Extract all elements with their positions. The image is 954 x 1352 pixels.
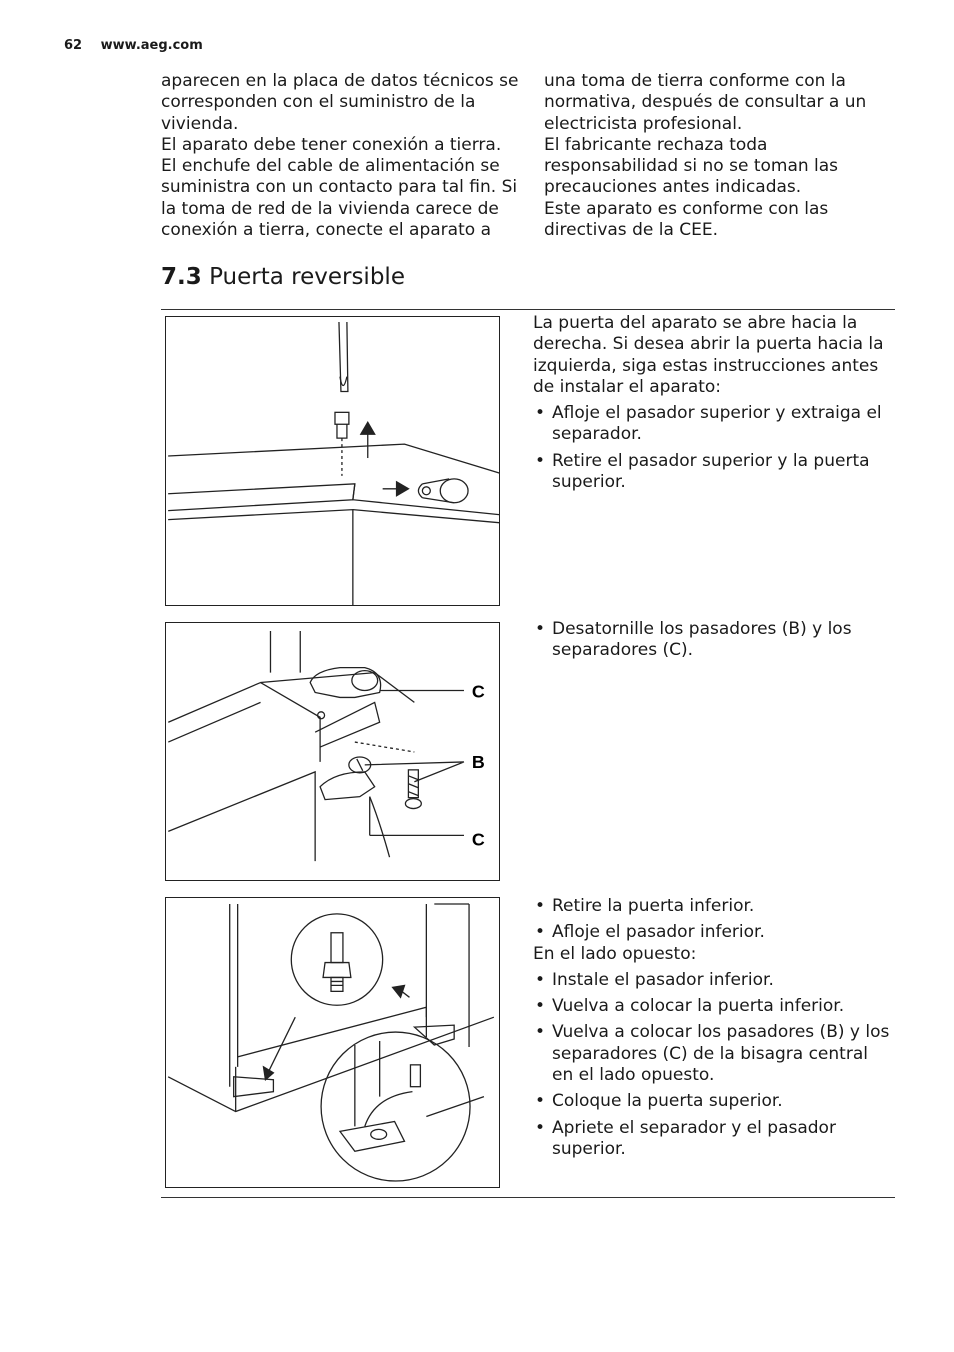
step3-bullet: • Instale el pasador inferior. <box>533 970 893 991</box>
step1-bullet: • Afloje el pasador superior y extraiga el separador. <box>533 403 893 446</box>
intro-paragraph: una toma de tierra conforme con la normativa, después de consultar a un electricista profesional. <box>544 71 867 134</box>
site-url[interactable]: www.aeg.com <box>100 38 203 53</box>
label-c-bottom: C <box>471 829 485 850</box>
step3-text <box>533 891 893 1160</box>
step3-bullet: • Retire la puerta inferior. <box>533 896 893 917</box>
step3-bullet: • Apriete el separador y el pasador superior. <box>533 1118 893 1161</box>
step1-intro: La puerta del aparato se abre hacia la derecha. Si desea abrir la puerta hacia la izquierda, siga estas instrucciones antes de instalar el aparato: <box>533 313 884 397</box>
step3-bullet: • Afloje el pasador inferior. <box>533 922 893 943</box>
figure-lower-hinge <box>165 897 500 1188</box>
section-title: Puerta reversible <box>209 264 405 290</box>
page-number: 62 <box>64 38 83 53</box>
figure-upper-hinge <box>165 316 500 606</box>
intro-column-right <box>544 71 904 241</box>
lower-hinge-illustration <box>166 898 499 1187</box>
intro-paragraph: aparecen en la placa de datos técnicos se corresponden con el suministro de la vivienda. <box>161 71 519 134</box>
section-heading <box>161 264 405 290</box>
figure-middle-hinge <box>165 622 500 881</box>
label-b: B <box>471 751 485 772</box>
middle-hinge-illustration <box>166 623 499 880</box>
step3-subheading: En el lado opuesto: <box>533 943 697 964</box>
step3-bullet: • Vuelva a colocar los pasadores (B) y los separadores (C) de la bisagra central en el lado opuesto. <box>533 1022 893 1086</box>
intro-paragraph: Este aparato es conforme con las directivas de la CEE. <box>544 198 829 241</box>
step3-bullet: • Coloque la puerta superior. <box>533 1091 893 1112</box>
intro-paragraph: El aparato debe tener conexión a tierra. El enchufe del cable de alimentación se suministra con un contacto para tal fin. Si la toma de red de la vivienda carece de conexión a tierra, conecte el aparato a <box>161 134 518 241</box>
page-header <box>64 38 203 53</box>
step1-text <box>533 313 893 493</box>
intro-column-left <box>161 71 521 241</box>
step2-bullet: • Desatornille los pasadores (B) y los separadores (C). <box>533 619 893 662</box>
section-number: 7.3 <box>161 264 202 290</box>
section-top-rule <box>161 309 895 310</box>
step3-bullet: • Vuelva a colocar la puerta inferior. <box>533 996 893 1017</box>
upper-hinge-illustration <box>166 317 499 605</box>
step1-bullet: • Retire el pasador superior y la puerta superior. <box>533 451 893 494</box>
step2-text <box>533 614 893 662</box>
label-c-top: C <box>471 681 485 702</box>
intro-paragraph: El fabricante rechaza toda responsabilidad si no se toman las precauciones antes indicadas. <box>544 134 839 198</box>
section-bottom-rule <box>161 1197 895 1198</box>
